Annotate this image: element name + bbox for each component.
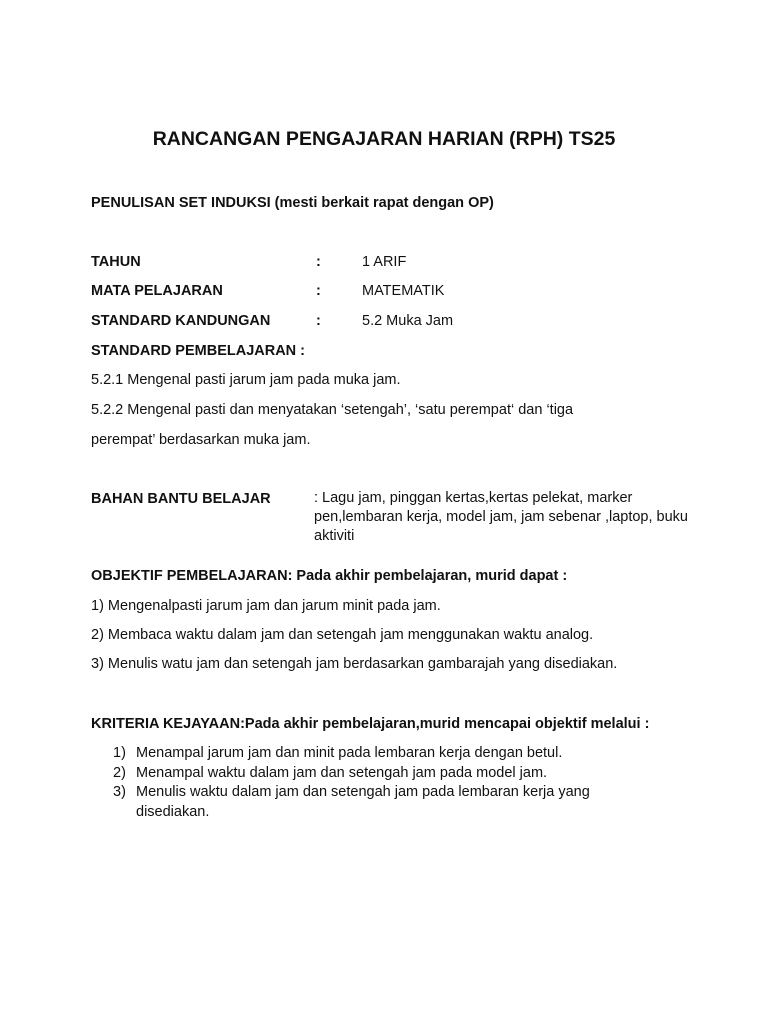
objektif-item: 3) Menulis watu jam dan setengah jam berdasarkan gambarajah yang disediakan. xyxy=(91,656,618,672)
kriteria-item: Menampal jarum jam dan minit pada lembaran kerja dengan betul. xyxy=(136,745,563,761)
info-colon: : xyxy=(316,254,321,270)
kriteria-item-number: 2) xyxy=(113,765,126,781)
kriteria-item-number: 1) xyxy=(113,745,126,761)
standard-pembelajaran-line: 5.2.2 Mengenal pasti dan menyatakan ‘setengah’, ‘satu perempat‘ dan ‘tiga xyxy=(91,402,574,418)
kriteria-heading: KRITERIA KEJAYAAN:Pada akhir pembelajaran,murid mencapai objektif melalui : xyxy=(91,716,650,732)
info-colon: : xyxy=(316,313,321,329)
set-induksi-heading: PENULISAN SET INDUKSI (mesti berkait rapat dengan OP) xyxy=(91,195,494,211)
kriteria-item-continuation: disediakan. xyxy=(136,804,210,820)
info-key-mata-pelajaran: MATA PELAJARAN xyxy=(91,283,223,299)
info-key-tahun: TAHUN xyxy=(91,254,141,270)
page-title: RANCANGAN PENGAJARAN HARIAN (RPH) TS25 xyxy=(152,128,616,150)
kriteria-item: Menampal waktu dalam jam dan setengah jam pada model jam. xyxy=(136,765,548,781)
bahan-label: BAHAN BANTU BELAJAR xyxy=(91,491,271,507)
bahan-text: : Lagu jam, pinggan kertas,kertas pelekat, marker pen,lembaran kerja, model jam, jam sebenar ,laptop, buku aktiviti xyxy=(314,490,688,544)
info-colon: : xyxy=(316,283,321,299)
info-value-standard-kandungan: 5.2 Muka Jam xyxy=(362,313,454,329)
standard-pembelajaran-line: perempat’ berdasarkan muka jam. xyxy=(91,432,311,448)
info-value-tahun: 1 ARIF xyxy=(362,254,407,270)
info-key-standard-kandungan: STANDARD KANDUNGAN xyxy=(91,313,271,329)
objektif-item: 2) Membaca waktu dalam jam dan setengah jam menggunakan waktu analog. xyxy=(91,627,594,643)
standard-pembelajaran-heading: STANDARD PEMBELAJARAN : xyxy=(91,343,306,359)
kriteria-item-number: 3) xyxy=(113,784,126,800)
info-value-mata-pelajaran: MATEMATIK xyxy=(362,283,445,299)
objektif-heading: OBJEKTIF PEMBELAJARAN: Pada akhir pembelajaran, murid dapat : xyxy=(91,568,568,584)
standard-pembelajaran-line: 5.2.1 Mengenal pasti jarum jam pada muka jam. xyxy=(91,372,401,388)
kriteria-item: Menulis waktu dalam jam dan setengah jam pada lembaran kerja yang xyxy=(136,784,590,800)
objektif-item: 1) Mengenalpasti jarum jam dan jarum minit pada jam. xyxy=(91,598,441,614)
